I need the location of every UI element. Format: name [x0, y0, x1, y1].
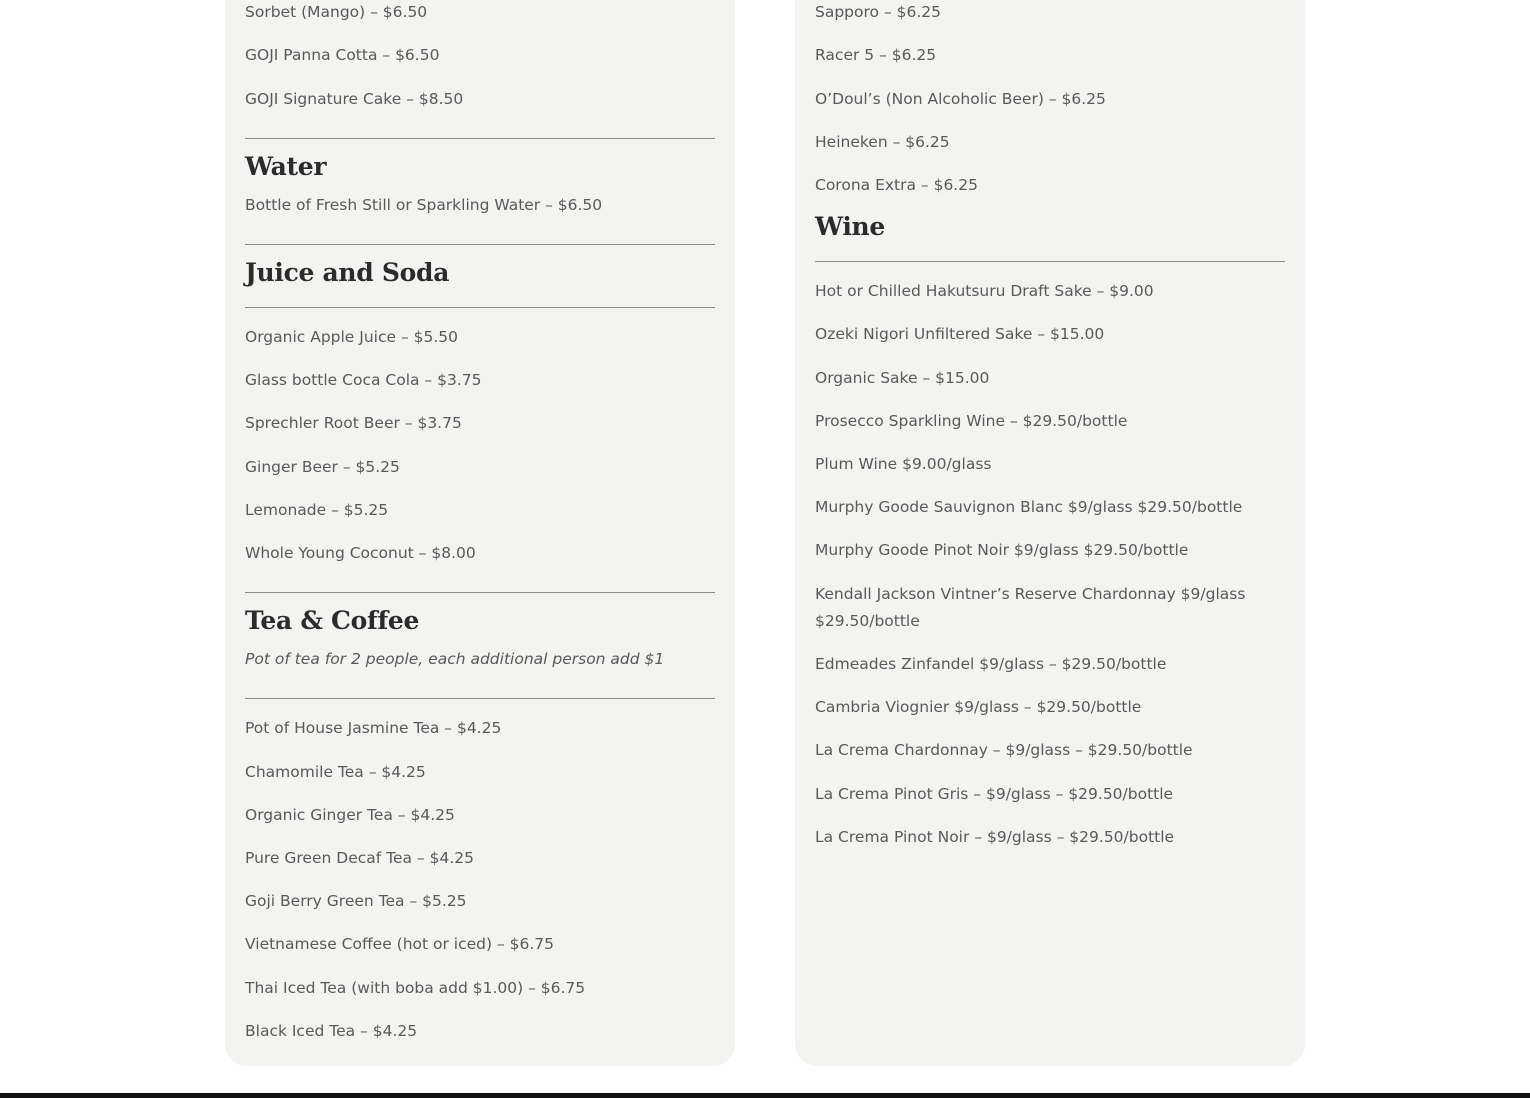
- menu-item: La Crema Pinot Gris – $9/glass – $29.50/bottle: [815, 785, 1174, 803]
- menu-item: La Crema Pinot Noir – $9/glass – $29.50/bottle: [815, 828, 1175, 846]
- menu-item: Black Iced Tea – $4.25: [245, 1022, 418, 1040]
- menu-item: Glass bottle Coca Cola – $3.75: [245, 371, 482, 389]
- menu-item: La Crema Chardonnay – $9/glass – $29.50/bottle: [815, 741, 1193, 759]
- menu-item: Organic Apple Juice – $5.50: [245, 328, 459, 346]
- menu-item: Heineken – $6.25: [815, 133, 950, 151]
- section-note: Pot of tea for 2 people, each additional person add $1: [245, 650, 665, 668]
- menu-item: Goji Berry Green Tea – $5.25: [245, 892, 467, 910]
- menu-item: Pot of House Jasmine Tea – $4.25: [245, 719, 502, 737]
- section-heading-juice-and-soda: Juice and Soda: [245, 258, 450, 287]
- section-divider: [245, 307, 715, 308]
- menu-item: Thai Iced Tea (with boba add $1.00) – $6.75: [245, 979, 586, 997]
- section-divider: [815, 261, 1285, 262]
- menu-item: Chamomile Tea – $4.25: [245, 763, 426, 781]
- section-heading-wine: Wine: [815, 212, 886, 241]
- menu-item: Sapporo – $6.25: [815, 3, 941, 21]
- menu-item: GOJI Signature Cake – $8.50: [245, 90, 464, 108]
- menu-card-left: [225, 0, 735, 1066]
- menu-item: Pure Green Decaf Tea – $4.25: [245, 849, 474, 867]
- section-divider: [245, 592, 715, 593]
- menu-item: Cambria Viognier $9/glass – $29.50/bottle: [815, 698, 1142, 716]
- section-heading-water: Water: [245, 152, 327, 181]
- menu-item: Sorbet (Mango) – $6.50: [245, 3, 428, 21]
- menu-item: Plum Wine $9.00/glass: [815, 455, 992, 473]
- menu-item: Murphy Goode Pinot Noir $9/glass $29.50/bottle: [815, 541, 1189, 559]
- menu-card-right: [795, 0, 1305, 1066]
- section-divider: [245, 698, 715, 699]
- section-heading-tea-and-coffee: Tea & Coffee: [245, 606, 420, 635]
- menu-item: Whole Young Coconut – $8.00: [245, 544, 476, 562]
- menu-item: Corona Extra – $6.25: [815, 176, 978, 194]
- menu-item: Vietnamese Coffee (hot or iced) – $6.75: [245, 935, 555, 953]
- menu-item: Prosecco Sparkling Wine – $29.50/bottle: [815, 412, 1128, 430]
- menu-item: Kendall Jackson Vintner’s Reserve Chardonnay $9/glass $29.50/bottle: [815, 585, 1246, 630]
- footer-bar: [0, 1093, 1530, 1098]
- section-divider: [245, 244, 715, 245]
- menu-item: O’Doul’s (Non Alcoholic Beer) – $6.25: [815, 90, 1106, 108]
- menu-item: Organic Ginger Tea – $4.25: [245, 806, 455, 824]
- menu-item: Lemonade – $5.25: [245, 501, 389, 519]
- section-divider: [245, 138, 715, 139]
- menu-item: Racer 5 – $6.25: [815, 46, 937, 64]
- menu-item: Ozeki Nigori Unfiltered Sake – $15.00: [815, 325, 1105, 343]
- menu-item: GOJI Panna Cotta – $6.50: [245, 46, 440, 64]
- menu-item: Sprechler Root Beer – $3.75: [245, 414, 462, 432]
- menu-item: Edmeades Zinfandel $9/glass – $29.50/bottle: [815, 655, 1167, 673]
- menu-item: Organic Sake – $15.00: [815, 369, 990, 387]
- menu-item: Murphy Goode Sauvignon Blanc $9/glass $29.50/bottle: [815, 498, 1243, 516]
- menu-item: Ginger Beer – $5.25: [245, 458, 400, 476]
- menu-item: Bottle of Fresh Still or Sparkling Water – $6.50: [245, 196, 603, 214]
- menu-item: Hot or Chilled Hakutsuru Draft Sake – $9.00: [815, 282, 1154, 300]
